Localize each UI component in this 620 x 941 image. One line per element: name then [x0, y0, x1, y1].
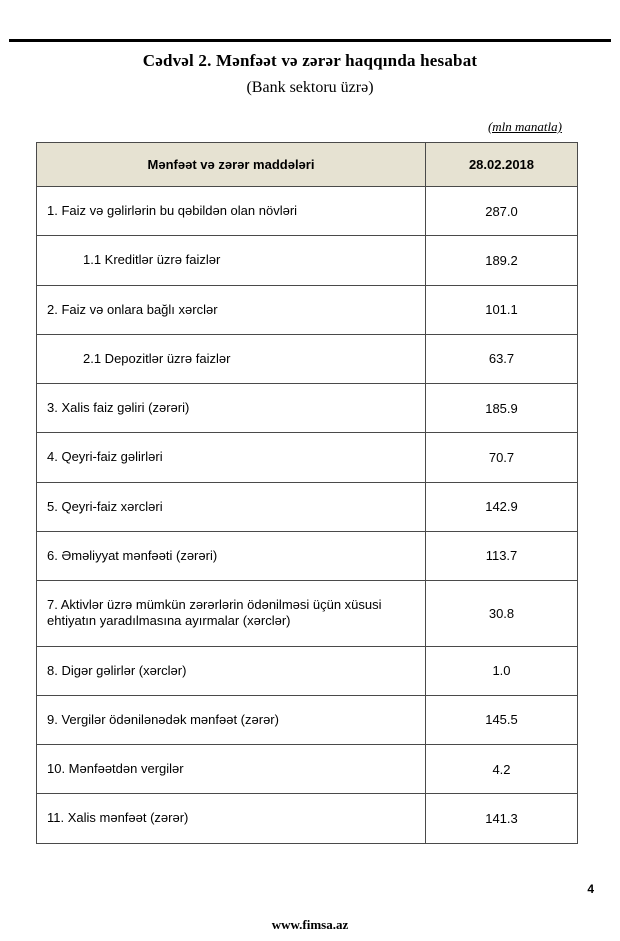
footer-website: www.fimsa.az	[271, 917, 349, 932]
unit-note: (mln manatla)	[487, 119, 562, 134]
row-label: 7. Aktivlər üzrə mümkün zərərlərin ödənilməsi üçün xüsusi ehtiyatın yaradılmasına ayırmalar (xərclər)	[37, 581, 426, 647]
column-header-date: 28.02.2018	[426, 143, 578, 187]
row-value: 145.5	[426, 695, 578, 744]
table-row	[37, 285, 578, 334]
row-value: 142.9	[426, 482, 578, 531]
column-header-items: Mənfəət və zərər maddələri	[37, 143, 426, 187]
row-value: 189.2	[426, 236, 578, 285]
row-value: 30.8	[426, 581, 578, 647]
row-value: 4.2	[426, 745, 578, 794]
table-row	[37, 334, 578, 383]
table-header-row	[37, 143, 578, 187]
table-row	[37, 236, 578, 285]
table-row	[37, 581, 578, 647]
row-value: 185.9	[426, 384, 578, 433]
row-label: 8. Digər gəlirlər (xərclər)	[37, 646, 426, 695]
page-subtitle: (Bank sektoru üzrə)	[246, 79, 374, 96]
row-value: 1.0	[426, 646, 578, 695]
table-row	[37, 745, 578, 794]
row-label: 2. Faiz və onlara bağlı xərclər	[37, 285, 426, 334]
table-row	[37, 187, 578, 236]
profit-loss-table	[36, 142, 578, 844]
table-row	[37, 531, 578, 580]
table-row	[37, 384, 578, 433]
row-label: 9. Vergilər ödənilənədək mənfəət (zərər)	[37, 695, 426, 744]
row-label: 5. Qeyri-faiz xərcləri	[37, 482, 426, 531]
row-value: 70.7	[426, 433, 578, 482]
row-label: 6. Əməliyyat mənfəəti (zərəri)	[37, 531, 426, 580]
row-label: 1. Faiz və gəlirlərin bu qəbildən olan növləri	[37, 187, 426, 236]
top-rule-divider	[9, 39, 611, 42]
row-label: 11. Xalis mənfəət (zərər)	[37, 794, 426, 843]
row-value: 287.0	[426, 187, 578, 236]
row-value: 101.1	[426, 285, 578, 334]
row-value: 113.7	[426, 531, 578, 580]
table-row	[37, 794, 578, 843]
table-row	[37, 646, 578, 695]
row-value: 63.7	[426, 334, 578, 383]
row-label: 10. Mənfəətdən vergilər	[37, 745, 426, 794]
row-label: 1.1 Kreditlər üzrə faizlər	[37, 236, 426, 285]
row-label: 2.1 Depozitlər üzrə faizlər	[37, 334, 426, 383]
row-label: 4. Qeyri-faiz gəlirləri	[37, 433, 426, 482]
table-row	[37, 482, 578, 531]
table-row	[37, 695, 578, 744]
row-value: 141.3	[426, 794, 578, 843]
table-row	[37, 433, 578, 482]
page-number: 4	[587, 882, 594, 896]
page-title: Cədvəl 2. Mənfəət və zərər haqqında hesabat	[142, 51, 478, 70]
row-label: 3. Xalis faiz gəliri (zərəri)	[37, 384, 426, 433]
